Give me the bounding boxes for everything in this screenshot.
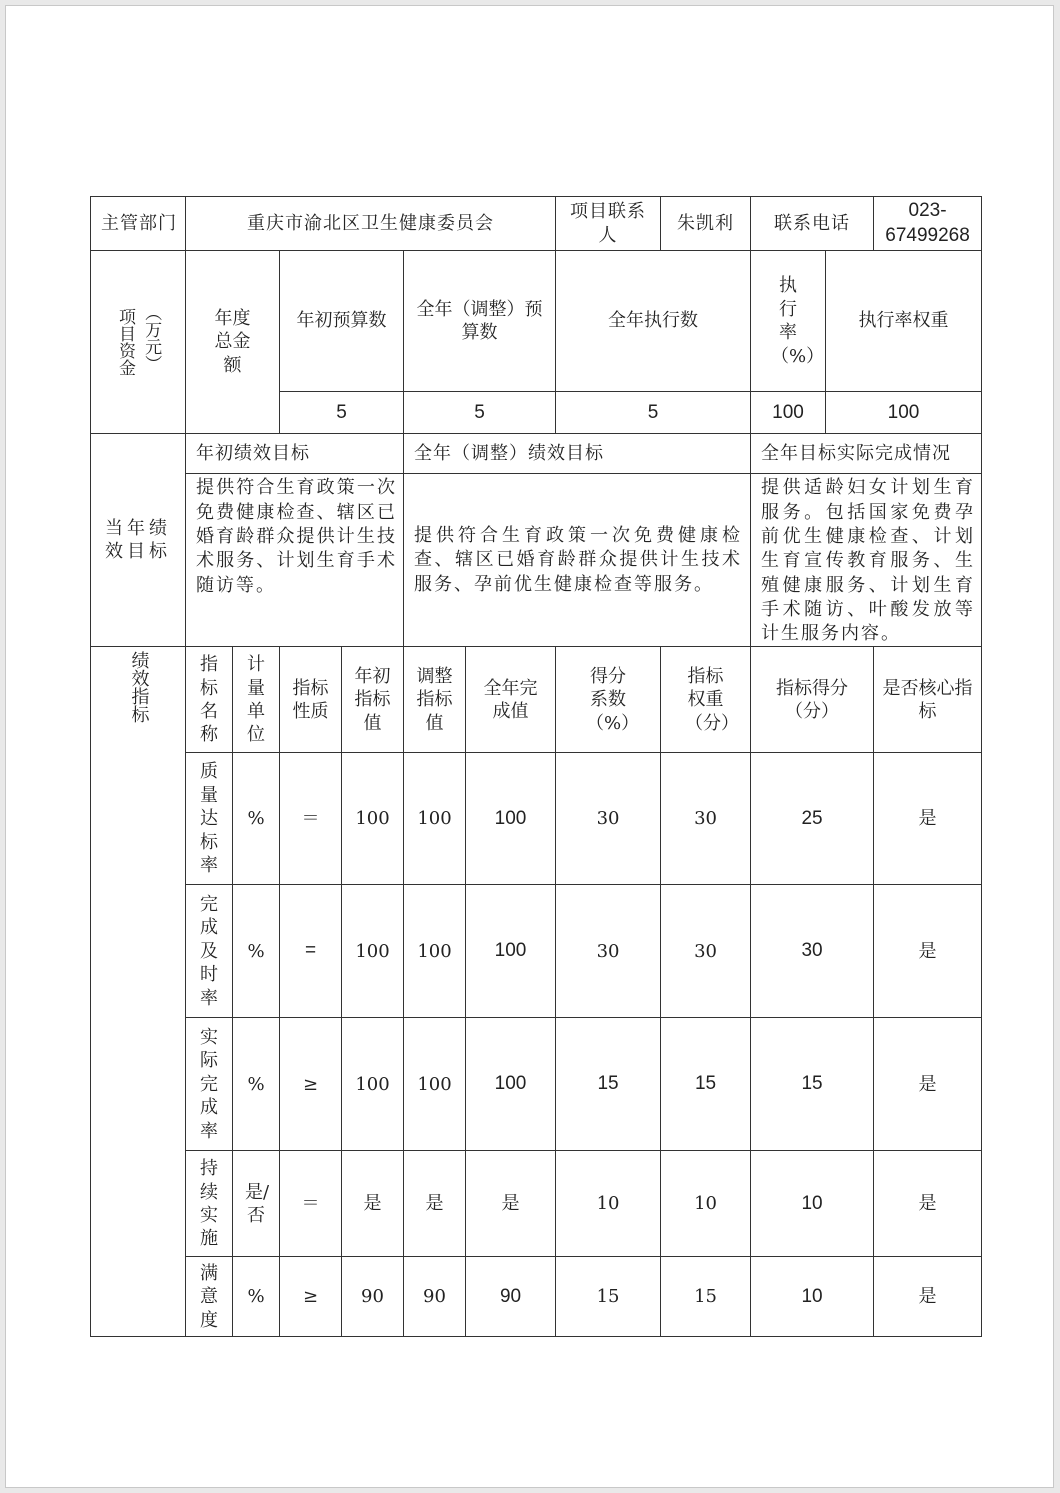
funds-adjusted-header: 全年（调整）预算数 [404,251,556,392]
indicator-header-row [91,647,982,753]
indicator-initial: 90 [342,1257,404,1337]
indicator-adjusted: 100 [404,1018,466,1151]
funds-weight-header: 执行率权重 [826,251,982,392]
indicator-nature: ≥ [280,1018,342,1151]
indicator-core: 是 [874,1257,982,1337]
funds-initial-header: 年初预算数 [280,251,404,392]
dept-value: 重庆市渝北区卫生健康委员会 [186,197,556,251]
contact-label: 项目联系人 [556,197,661,251]
indicator-unit: % [233,1257,280,1337]
indicator-core: 是 [874,885,982,1018]
indicator-nature: ＝ [280,753,342,885]
indicator-weight: 15 [661,1018,751,1151]
indicator-weight: 15 [661,1257,751,1337]
funds-executed-value: 5 [556,392,751,434]
goals-adjusted-text: 提供符合生育政策一次免费健康检查、辖区已婚育龄群众提供计生技术服务、孕前优生健康检查等服务。 [404,474,751,647]
funds-label-cell [91,251,186,434]
header-nature: 指标性质 [280,647,342,753]
header-score: 指标得分（分） [751,647,874,753]
table-row [91,1257,982,1337]
indicator-score: 15 [751,1018,874,1151]
indicator-adjusted: 是 [404,1151,466,1257]
indicator-adjusted: 90 [404,1257,466,1337]
header-initial: 年初指标值 [342,647,404,753]
indicator-completed: 100 [466,885,556,1018]
goals-actual-header: 全年目标实际完成情况 [751,434,982,474]
indicator-name: 满意度 [186,1257,233,1337]
indicator-core: 是 [874,1018,982,1151]
indicator-name: 持续实施 [186,1151,233,1257]
indicator-adjusted: 100 [404,753,466,885]
dept-label: 主管部门 [91,197,186,251]
indicator-unit: % [233,1018,280,1151]
indicator-initial: 100 [342,1018,404,1151]
indicator-coef: 30 [556,885,661,1018]
indicator-completed: 100 [466,1018,556,1151]
funds-unit: （万元） [141,304,162,373]
header-coef: 得分系数（%） [556,647,661,753]
header-weight: 指标权重（分） [661,647,751,753]
funds-adjusted-value: 5 [404,392,556,434]
indicator-score: 30 [751,885,874,1018]
indicator-weight: 30 [661,885,751,1018]
indicator-initial: 100 [342,885,404,1018]
indicator-unit: 是/否 [233,1151,280,1257]
contact-value: 朱凯利 [661,197,751,251]
indicator-score: 25 [751,753,874,885]
funds-header-row [91,251,982,392]
funds-label: 项目资金 [115,308,135,377]
indicator-score: 10 [751,1151,874,1257]
indicator-completed: 100 [466,753,556,885]
indicator-core: 是 [874,753,982,885]
header-adjusted: 调整指标值 [404,647,466,753]
funds-weight-value: 100 [826,392,982,434]
document-page [5,5,1054,1488]
indicator-name: 实际完成率 [186,1018,233,1151]
indicator-core: 是 [874,1151,982,1257]
indicator-completed: 90 [466,1257,556,1337]
goals-actual-text: 提供适龄妇女计划生育服务。包括国家免费孕前优生健康检查、计划生育宣传教育服务、生殖健康服务、计划生育手术随访、叶酸发放等计生服务内容。 [751,474,982,647]
performance-table [90,196,982,1337]
indicator-nature: ≥ [280,1257,342,1337]
indicator-weight: 10 [661,1151,751,1257]
indicator-weight: 30 [661,753,751,885]
indicator-adjusted: 100 [404,885,466,1018]
funds-rate-value: 100 [751,392,826,434]
indicator-coef: 15 [556,1257,661,1337]
table-row [91,1018,982,1151]
header-name: 指标名称 [186,647,233,753]
funds-rate-header: 执行率（%） [751,251,826,392]
table-row [91,1151,982,1257]
indicators-label: 绩效指标 [128,651,150,724]
indicator-name: 质量达标率 [186,753,233,885]
header-completed: 全年完成值 [466,647,556,753]
header-core: 是否核心指标 [874,647,982,753]
funds-executed-header: 全年执行数 [556,251,751,392]
table-row [91,753,982,885]
indicator-coef: 10 [556,1151,661,1257]
indicator-unit: % [233,885,280,1018]
indicator-score: 10 [751,1257,874,1337]
goals-label: 当年绩效目标 [91,434,186,647]
indicator-coef: 15 [556,1018,661,1151]
phone-label: 联系电话 [751,197,874,251]
funds-total-header: 年度总金额 [186,251,280,434]
indicator-completed: 是 [466,1151,556,1257]
indicator-nature: ＝ [280,1151,342,1257]
goals-text-row [91,474,982,647]
goals-initial-text: 提供符合生育政策一次免费健康检查、辖区已婚育龄群众提供计生技术服务、计划生育手术随访等。 [186,474,404,647]
header-row [91,197,982,251]
phone-value: 023-67499268 [874,197,982,251]
indicator-name: 完成及时率 [186,885,233,1018]
goals-initial-header: 年初绩效目标 [186,434,404,474]
indicator-initial: 是 [342,1151,404,1257]
funds-initial-value: 5 [280,392,404,434]
header-unit: 计量单位 [233,647,280,753]
indicator-coef: 30 [556,753,661,885]
indicator-nature: = [280,885,342,1018]
goals-header-row [91,434,982,474]
indicator-initial: 100 [342,753,404,885]
table-row [91,885,982,1018]
indicators-label-cell [91,647,186,1337]
indicator-unit: % [233,753,280,885]
goals-adjusted-header: 全年（调整）绩效目标 [404,434,751,474]
